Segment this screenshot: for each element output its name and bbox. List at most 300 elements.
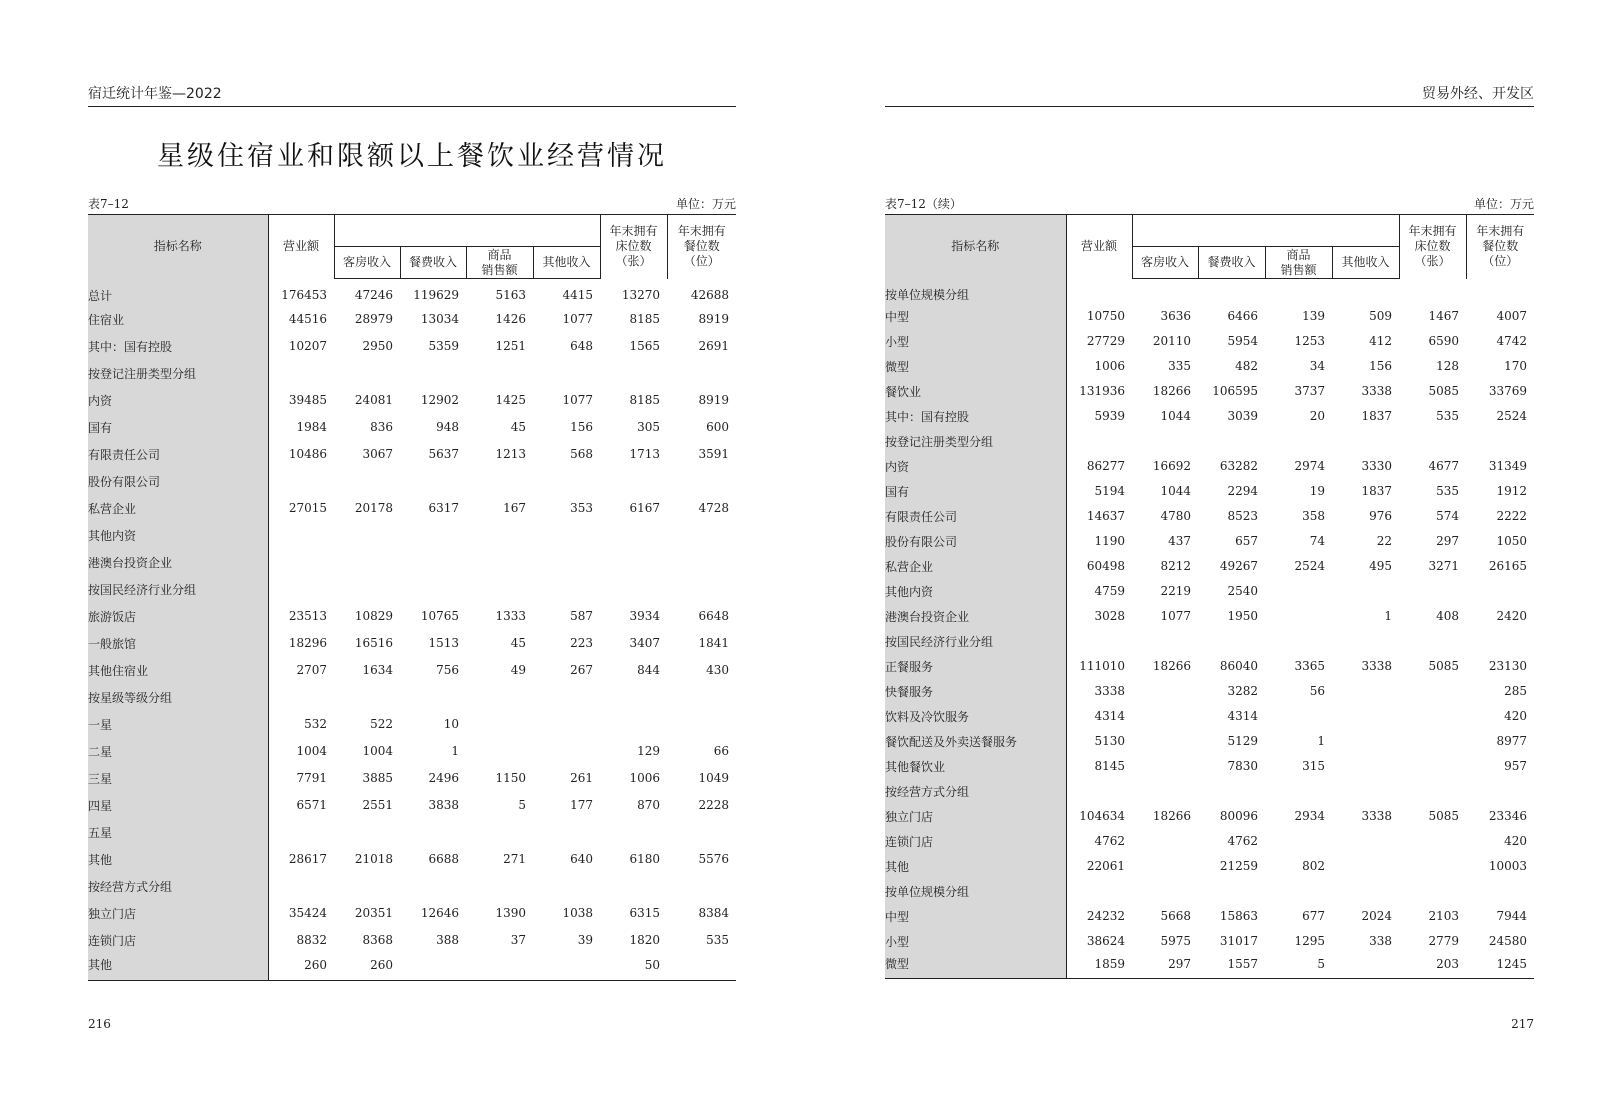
table-row xyxy=(885,404,1534,429)
cell-value: 3330 xyxy=(1361,459,1392,473)
cell-value: 802 xyxy=(1302,859,1325,873)
cell-value xyxy=(334,684,400,711)
cell-value xyxy=(1466,279,1534,304)
cell-value: 26165 xyxy=(1488,559,1527,573)
cell-value: 21018 xyxy=(354,852,393,866)
cell-value: 267 xyxy=(570,663,593,677)
cell-value: 522 xyxy=(370,717,393,731)
cell-value: 1006 xyxy=(1094,359,1125,373)
row-label: 港澳台投资企业 xyxy=(885,604,1066,629)
cell-value: 1004 xyxy=(362,744,393,758)
header-seats: 年末拥有 餐位数 （位） xyxy=(667,215,736,279)
cell-value: 4314 xyxy=(1227,709,1258,723)
table-row xyxy=(88,306,736,333)
cell-value xyxy=(1198,429,1265,454)
cell-value xyxy=(268,819,334,846)
cell-value: 430 xyxy=(706,663,729,677)
cell-value xyxy=(533,738,600,765)
cell-value: 176453 xyxy=(281,288,327,302)
cell-value xyxy=(1399,279,1466,304)
header-indicator-name: 指标名称 xyxy=(88,215,268,279)
cell-value xyxy=(533,576,600,603)
cell-value: 4762 xyxy=(1227,834,1258,848)
header-goods-sales: 商品 销售额 xyxy=(1265,247,1332,279)
cell-value: 1565 xyxy=(629,339,660,353)
header-beds: 年末拥有 床位数 （张） xyxy=(600,215,667,279)
cell-value xyxy=(1399,879,1466,904)
cell-value xyxy=(1066,629,1132,654)
table-row xyxy=(88,927,736,954)
cell-value: 5975 xyxy=(1160,934,1191,948)
cell-value: 5129 xyxy=(1227,734,1258,748)
table-row xyxy=(885,954,1534,979)
cell-value xyxy=(400,684,466,711)
cell-value xyxy=(1332,879,1399,904)
row-label: 一般旅馆 xyxy=(88,630,268,657)
cell-value: 5130 xyxy=(1094,734,1125,748)
cell-value xyxy=(1132,779,1198,804)
cell-value: 353 xyxy=(570,501,593,515)
table-row xyxy=(885,829,1534,854)
cell-value: 66 xyxy=(713,744,729,758)
cell-value: 16692 xyxy=(1152,459,1191,473)
row-label: 按国民经济行业分组 xyxy=(885,629,1066,654)
cell-value: 2540 xyxy=(1227,584,1258,598)
table-unit: 单位：万元 xyxy=(675,197,736,211)
cell-value xyxy=(1332,679,1399,704)
cell-value: 948 xyxy=(436,420,459,434)
cell-value: 657 xyxy=(1235,534,1258,548)
cell-value xyxy=(466,360,533,387)
cell-value: 1049 xyxy=(698,771,729,785)
cell-value: 156 xyxy=(570,420,593,434)
row-label: 其中：国有控股 xyxy=(885,404,1066,429)
cell-value: 640 xyxy=(570,852,593,866)
cell-value: 2103 xyxy=(1428,909,1459,923)
cell-value: 6648 xyxy=(698,609,729,623)
cell-value xyxy=(466,738,533,765)
cell-value: 6315 xyxy=(629,906,660,920)
cell-value xyxy=(600,684,667,711)
table-row xyxy=(885,304,1534,329)
table-row xyxy=(885,854,1534,879)
cell-value xyxy=(1198,279,1265,304)
cell-value xyxy=(1332,954,1399,979)
row-label: 独立门店 xyxy=(88,900,268,927)
cell-value: 6590 xyxy=(1428,334,1459,348)
cell-value: 47246 xyxy=(354,288,393,303)
cell-value xyxy=(1466,579,1534,604)
row-label: 按国民经济行业分组 xyxy=(88,576,268,603)
cell-value xyxy=(268,684,334,711)
cell-value xyxy=(466,576,533,603)
cell-value: 568 xyxy=(570,447,593,461)
header-group xyxy=(334,215,600,247)
row-label: 其他 xyxy=(88,954,268,981)
cell-value: 28979 xyxy=(354,312,393,326)
cell-value: 3338 xyxy=(1361,384,1392,398)
cell-value: 535 xyxy=(706,933,729,947)
cell-value xyxy=(667,576,736,603)
cell-value xyxy=(466,468,533,495)
table-row xyxy=(885,529,1534,554)
cell-value: 1950 xyxy=(1227,609,1258,623)
cell-value xyxy=(600,468,667,495)
cell-value xyxy=(1132,879,1198,904)
cell-value xyxy=(1332,779,1399,804)
cell-value xyxy=(1265,279,1332,304)
cell-value: 285 xyxy=(1504,684,1527,698)
cell-value: 33769 xyxy=(1488,384,1527,398)
cell-value: 305 xyxy=(637,420,660,434)
cell-value: 49267 xyxy=(1219,559,1258,573)
table-row xyxy=(88,657,736,684)
running-head xyxy=(885,84,1534,107)
cell-value: 10829 xyxy=(354,609,393,623)
cell-value: 139 xyxy=(1302,309,1325,323)
cell-value: 338 xyxy=(1369,934,1392,948)
cell-value xyxy=(466,549,533,576)
cell-value xyxy=(667,873,736,900)
cell-value xyxy=(1332,829,1399,854)
cell-value xyxy=(1399,679,1466,704)
row-label: 连锁门店 xyxy=(88,927,268,954)
cell-value: 5668 xyxy=(1160,909,1191,923)
row-label: 快餐服务 xyxy=(885,679,1066,704)
table-row xyxy=(885,479,1534,504)
cell-value xyxy=(1066,779,1132,804)
cell-value xyxy=(1399,629,1466,654)
row-label: 五星 xyxy=(88,819,268,846)
cell-value: 34 xyxy=(1309,359,1325,373)
cell-value: 260 xyxy=(268,954,334,981)
cell-value xyxy=(466,873,533,900)
cell-value: 223 xyxy=(570,636,593,650)
page-number: 217 xyxy=(1511,1017,1534,1031)
cell-value: 4780 xyxy=(1160,509,1191,523)
cell-value: 86277 xyxy=(1086,459,1125,473)
cell-value: 24081 xyxy=(354,393,393,407)
cell-value: 1820 xyxy=(629,933,660,947)
cell-value: 7830 xyxy=(1227,759,1258,773)
cell-value: 2294 xyxy=(1227,484,1258,498)
row-label: 按登记注册类型分组 xyxy=(885,429,1066,454)
table-row xyxy=(885,904,1534,929)
cell-value: 4742 xyxy=(1496,334,1527,348)
row-label: 独立门店 xyxy=(885,804,1066,829)
cell-value: 10765 xyxy=(420,609,459,623)
cell-value xyxy=(268,522,334,549)
table-row xyxy=(88,414,736,441)
cell-value: 80096 xyxy=(1219,809,1258,823)
table-row xyxy=(88,279,736,306)
cell-value: 2496 xyxy=(428,771,459,785)
row-label: 其他内资 xyxy=(88,522,268,549)
cell-value xyxy=(533,522,600,549)
cell-value xyxy=(334,360,400,387)
cell-value xyxy=(1332,279,1399,304)
running-head-text: 宿迁统计年鉴—2022 xyxy=(88,86,222,102)
cell-value xyxy=(667,819,736,846)
cell-value xyxy=(334,468,400,495)
table-unit: 单位：万元 xyxy=(1473,197,1534,211)
cell-value: 20110 xyxy=(1152,334,1191,348)
cell-value: 5954 xyxy=(1227,334,1258,348)
cell-value: 1467 xyxy=(1428,309,1459,323)
cell-value: 1425 xyxy=(495,393,526,407)
cell-value: 509 xyxy=(1369,309,1392,323)
cell-value: 1077 xyxy=(1160,609,1191,623)
cell-value xyxy=(466,684,533,711)
cell-value xyxy=(1332,729,1399,754)
table-number: 表7–12 xyxy=(88,197,129,211)
table-body xyxy=(88,279,736,981)
cell-value: 2934 xyxy=(1294,809,1325,823)
cell-value: 495 xyxy=(1369,559,1392,573)
table-row xyxy=(885,504,1534,529)
row-label: 港澳台投资企业 xyxy=(88,549,268,576)
cell-value xyxy=(1332,754,1399,779)
table-row xyxy=(885,354,1534,379)
cell-value xyxy=(1132,704,1198,729)
row-label: 微型 xyxy=(885,354,1066,379)
table-row xyxy=(885,604,1534,629)
cell-value: 39485 xyxy=(288,393,327,407)
table-row xyxy=(88,630,736,657)
cell-value xyxy=(667,522,736,549)
cell-value: 1333 xyxy=(495,609,526,623)
cell-value: 587 xyxy=(570,609,593,623)
cell-value xyxy=(1265,579,1332,604)
cell-value: 315 xyxy=(1302,759,1325,773)
cell-value: 1044 xyxy=(1160,484,1191,498)
cell-value: 3067 xyxy=(362,447,393,461)
table-row xyxy=(885,879,1534,904)
cell-value xyxy=(1332,854,1399,879)
cell-value: 1912 xyxy=(1496,484,1527,498)
cell-value: 23513 xyxy=(288,609,327,623)
page-title: 星级住宿业和限额以上餐饮业经营情况 xyxy=(157,141,667,172)
table-row xyxy=(88,819,736,846)
table-row xyxy=(885,454,1534,479)
table-row xyxy=(88,684,736,711)
table-row xyxy=(885,679,1534,704)
cell-value: 420 xyxy=(1504,709,1527,723)
row-label: 按登记注册类型分组 xyxy=(88,360,268,387)
cell-value: 8145 xyxy=(1094,759,1125,773)
cell-value: 8185 xyxy=(629,312,660,326)
cell-value: 3365 xyxy=(1294,659,1325,673)
row-label: 私营企业 xyxy=(885,554,1066,579)
row-label: 餐饮业 xyxy=(885,379,1066,404)
cell-value: 2524 xyxy=(1294,559,1325,573)
row-label: 国有 xyxy=(885,479,1066,504)
cell-value: 13270 xyxy=(621,288,660,302)
row-label: 有限责任公司 xyxy=(88,441,268,468)
row-label: 内资 xyxy=(88,387,268,414)
cell-value: 1251 xyxy=(495,339,526,353)
cell-value: 4728 xyxy=(698,501,729,515)
cell-value xyxy=(1265,829,1332,854)
cell-value xyxy=(667,549,736,576)
cell-value: 1513 xyxy=(428,636,459,650)
cell-value: 12902 xyxy=(420,393,459,407)
cell-value: 1837 xyxy=(1361,484,1392,498)
cell-value: 1190 xyxy=(1094,534,1125,548)
cell-value: 3885 xyxy=(362,771,393,785)
row-label: 连锁门店 xyxy=(885,829,1066,854)
cell-value: 35424 xyxy=(288,906,327,920)
cell-value xyxy=(400,549,466,576)
cell-value: 297 xyxy=(1132,954,1198,979)
cell-value: 3338 xyxy=(1361,659,1392,673)
cell-value xyxy=(1332,704,1399,729)
cell-value: 119629 xyxy=(413,288,459,303)
table-row xyxy=(88,873,736,900)
cell-value: 8212 xyxy=(1160,559,1191,573)
table-row xyxy=(885,779,1534,804)
cell-value: 4759 xyxy=(1094,584,1125,598)
cell-value: 3338 xyxy=(1361,809,1392,823)
cell-value xyxy=(533,954,600,981)
cell-value: 10486 xyxy=(288,447,327,461)
cell-value: 388 xyxy=(436,933,459,947)
cell-value: 4762 xyxy=(1094,834,1125,848)
row-label: 一星 xyxy=(88,711,268,738)
header-room-income: 客房收入 xyxy=(334,247,400,279)
cell-value xyxy=(268,549,334,576)
cell-value: 6167 xyxy=(629,501,660,515)
cell-value xyxy=(400,576,466,603)
cell-value xyxy=(1466,429,1534,454)
cell-value: 38624 xyxy=(1086,934,1125,948)
cell-value xyxy=(400,360,466,387)
row-label: 其他住宿业 xyxy=(88,657,268,684)
cell-value: 37 xyxy=(510,933,526,947)
cell-value: 2707 xyxy=(296,663,327,677)
cell-value: 574 xyxy=(1436,509,1459,523)
cell-value: 3737 xyxy=(1294,384,1325,398)
cell-value: 408 xyxy=(1436,609,1459,623)
cell-value xyxy=(667,360,736,387)
cell-value: 412 xyxy=(1369,334,1392,348)
table-row xyxy=(88,792,736,819)
row-label: 微型 xyxy=(885,954,1066,979)
cell-value xyxy=(1198,879,1265,904)
cell-value: 177 xyxy=(570,798,593,812)
table-row xyxy=(885,379,1534,404)
running-head-text: 贸易外经、开发区 xyxy=(1422,86,1534,102)
cell-value: 10 xyxy=(443,717,459,731)
cell-value: 2219 xyxy=(1160,584,1191,598)
cell-value xyxy=(268,360,334,387)
cell-value xyxy=(268,873,334,900)
table-row xyxy=(885,754,1534,779)
cell-value xyxy=(1466,779,1534,804)
cell-value xyxy=(1132,629,1198,654)
cell-value: 6466 xyxy=(1227,309,1258,323)
cell-value xyxy=(1265,604,1332,629)
statistics-table xyxy=(88,214,736,981)
cell-value: 1634 xyxy=(362,663,393,677)
row-label: 住宿业 xyxy=(88,306,268,333)
cell-value: 28617 xyxy=(288,852,327,866)
cell-value: 20178 xyxy=(354,501,393,515)
row-label: 股份有限公司 xyxy=(88,468,268,495)
cell-value xyxy=(334,549,400,576)
running-head xyxy=(88,84,736,107)
cell-value: 1050 xyxy=(1496,534,1527,548)
table-row xyxy=(885,654,1534,679)
cell-value: 27729 xyxy=(1086,334,1125,348)
cell-value: 2024 xyxy=(1361,909,1392,923)
row-label: 中型 xyxy=(885,304,1066,329)
header-group xyxy=(1132,215,1399,247)
cell-value: 6180 xyxy=(629,852,660,866)
cell-value: 60498 xyxy=(1086,559,1125,573)
cell-value: 1984 xyxy=(296,420,327,434)
row-label: 餐饮配送及外卖送餐服务 xyxy=(885,729,1066,754)
cell-value xyxy=(533,873,600,900)
cell-value: 2779 xyxy=(1428,934,1459,948)
cell-value: 170 xyxy=(1504,359,1527,373)
cell-value: 45 xyxy=(510,420,526,434)
cell-value: 167 xyxy=(503,501,526,515)
row-label: 私营企业 xyxy=(88,495,268,522)
cell-value: 14637 xyxy=(1086,509,1125,523)
cell-value xyxy=(600,873,667,900)
row-label: 中型 xyxy=(885,904,1066,929)
cell-value: 1557 xyxy=(1198,954,1265,979)
table-row xyxy=(88,900,736,927)
row-label: 按经营方式分组 xyxy=(885,779,1066,804)
cell-value xyxy=(533,819,600,846)
cell-value xyxy=(1132,279,1198,304)
cell-value: 39 xyxy=(577,933,593,947)
cell-value: 3028 xyxy=(1094,609,1125,623)
cell-value xyxy=(600,819,667,846)
table-row xyxy=(885,329,1534,354)
cell-value: 358 xyxy=(1302,509,1325,523)
table-row xyxy=(88,495,736,522)
cell-value: 677 xyxy=(1302,909,1325,923)
cell-value xyxy=(600,522,667,549)
row-label: 按单位规模分组 xyxy=(885,279,1066,304)
cell-value xyxy=(400,954,466,981)
cell-value xyxy=(268,576,334,603)
cell-value: 3591 xyxy=(698,447,729,461)
cell-value: 1077 xyxy=(562,393,593,407)
cell-value: 5576 xyxy=(698,852,729,866)
row-label: 小型 xyxy=(885,329,1066,354)
row-label: 内资 xyxy=(885,454,1066,479)
cell-value xyxy=(400,468,466,495)
cell-value xyxy=(1399,729,1466,754)
cell-value: 8185 xyxy=(629,393,660,407)
cell-value: 50 xyxy=(600,954,667,981)
cell-value: 3636 xyxy=(1160,309,1191,323)
table-row xyxy=(885,729,1534,754)
cell-value: 49 xyxy=(510,663,526,677)
cell-value: 5085 xyxy=(1428,659,1459,673)
cell-value xyxy=(1466,629,1534,654)
row-label: 总计 xyxy=(88,279,268,306)
cell-value xyxy=(1066,279,1132,304)
cell-value xyxy=(600,360,667,387)
header-other-income: 其他收入 xyxy=(1332,247,1399,279)
cell-value: 8919 xyxy=(698,393,729,407)
cell-value xyxy=(1399,754,1466,779)
